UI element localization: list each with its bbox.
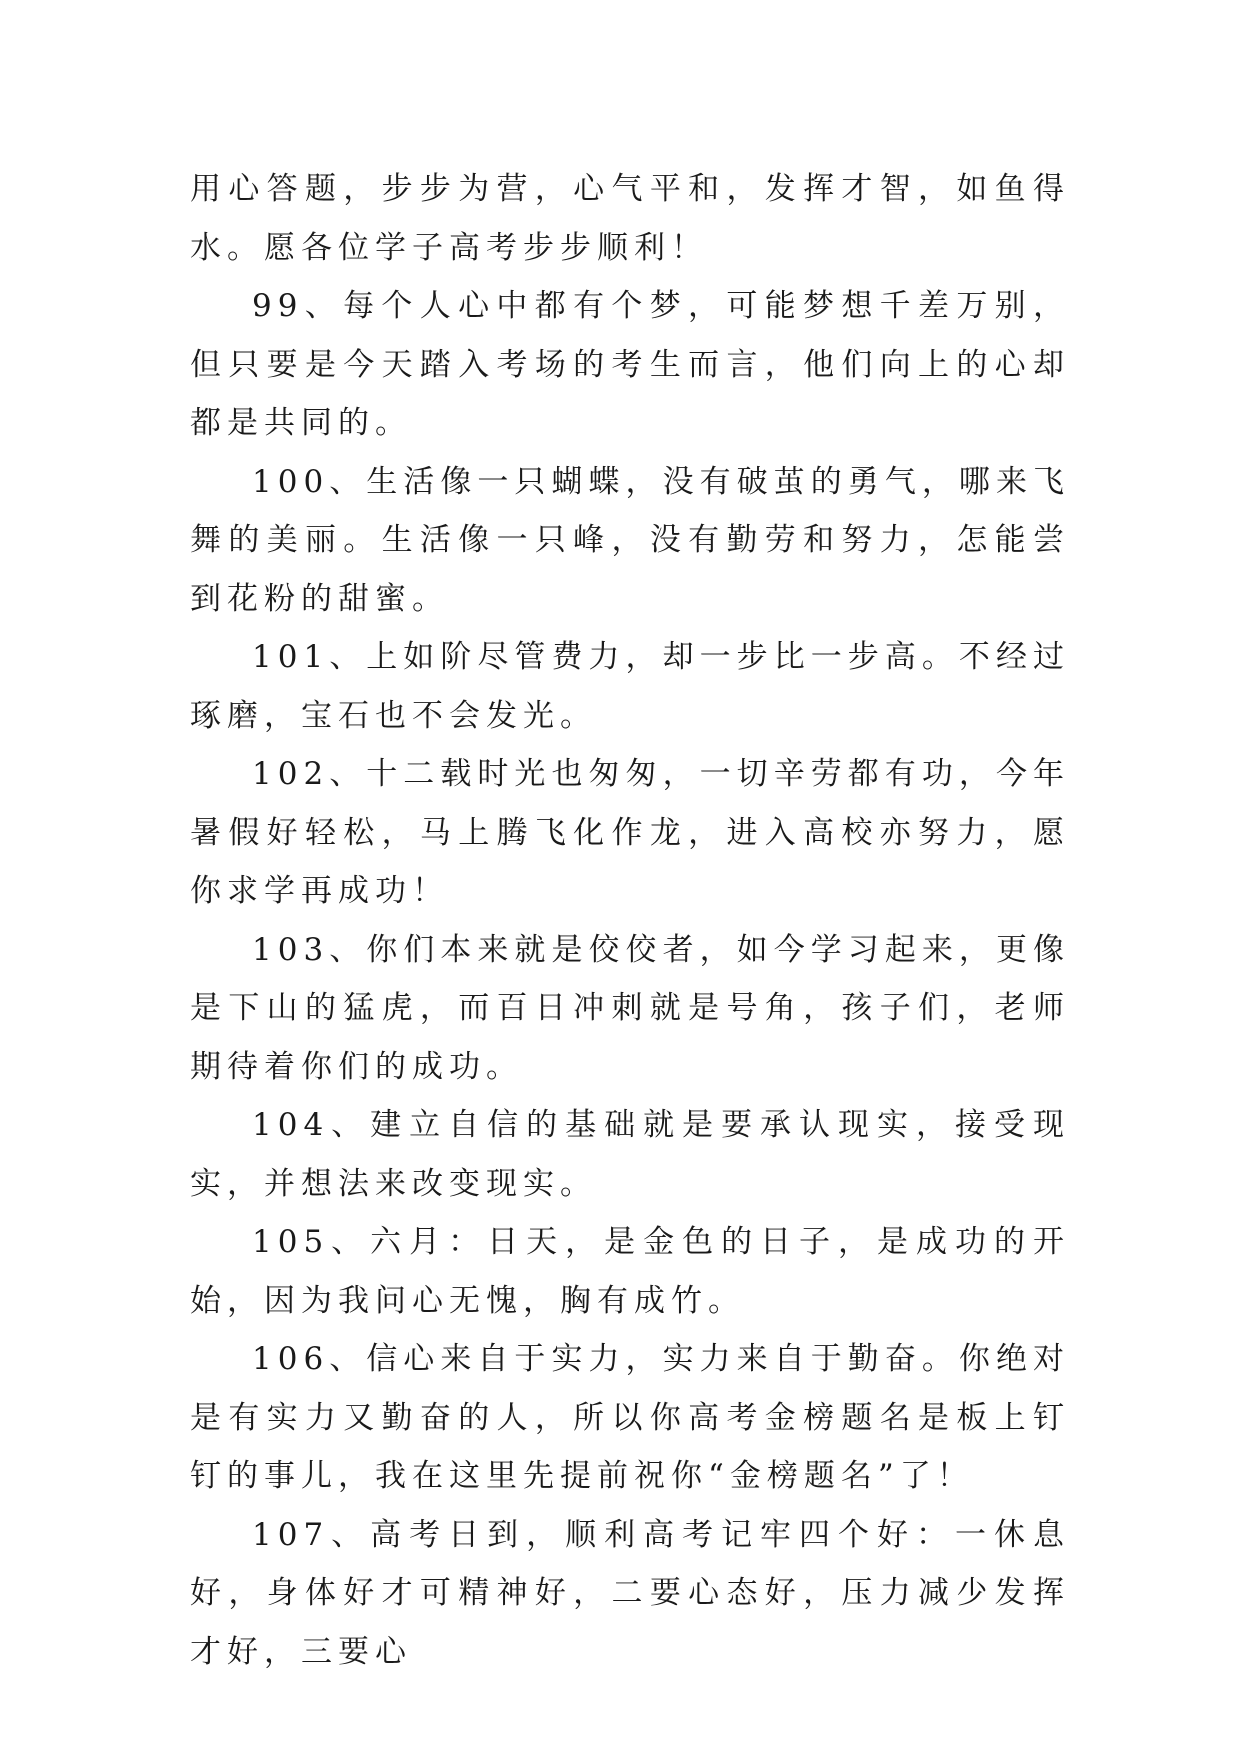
paragraph-104: 104、建立自信的基础就是要承认现实，接受现实，并想法来改变现实。 [190,1107,1070,1202]
paragraph-100: 100、生活像一只蝴蝶，没有破茧的勇气，哪来飞舞的美丽。生活像一只峰，没有勤劳和努力，怎能尝到花粉的甜蜜。 [190,463,1070,617]
paragraph-105: 105、六月：日天，是金色的日子，是成功的开始，因为我问心无愧，胸有成竹。 [190,1224,1070,1319]
paragraph-102: 102、十二载时光也匆匆，一切辛劳都有功，今年暑假好轻松，马上腾飞化作龙，进入高校亦努力，愿你求学再成功！ [190,756,1070,909]
paragraph-107: 107、高考日到，顺利高考记牢四个好：一休息好，身体好才可精神好，二要心态好，压力减少发挥才好，三要心 [190,1516,1070,1670]
paragraph-106: 106、信心来自于实力，实力来自于勤奋。你绝对是有实力又勤奋的人，所以你高考金榜题名是板上钉钉的事儿，我在这里先提前祝你“金榜题名”了！ [190,1341,1070,1494]
document-page [190,160,1070,1681]
paragraph-continued: 用心答题，步步为营，心气平和，发挥才智，如鱼得水。愿各位学子高考步步顺利！ [190,171,1070,266]
paragraph-101: 101、上如阶尽管费力，却一步比一步高。不经过琢磨，宝石也不会发光。 [190,639,1070,734]
paragraph-103: 103、你们本来就是佼佼者，如今学习起来，更像是下山的猛虎，而百日冲刺就是号角，孩子们，老师期待着你们的成功。 [190,931,1070,1085]
paragraph-99: 99、每个人心中都有个梦，可能梦想千差万别，但只要是今天踏入考场的考生而言，他们向上的心却都是共同的。 [190,288,1070,441]
